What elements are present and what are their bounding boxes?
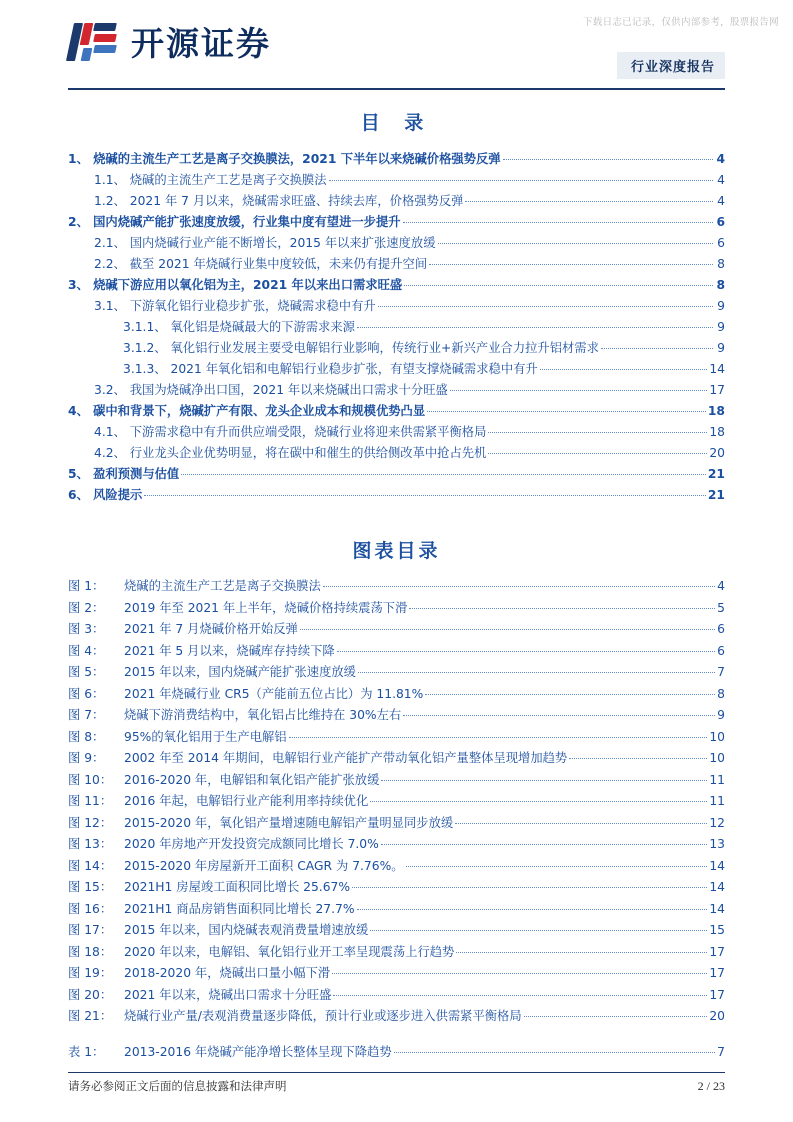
figure-leader-dots bbox=[425, 694, 715, 695]
table-entry[interactable] bbox=[68, 1042, 725, 1064]
figure-entry-page: 9 bbox=[717, 708, 725, 722]
toc-entry-page: 21 bbox=[707, 467, 725, 481]
figure-entry-page: 10 bbox=[709, 729, 725, 744]
toc-leader-dots bbox=[601, 348, 713, 349]
figure-entry[interactable] bbox=[68, 856, 725, 878]
table-entry-key: 表 1： bbox=[68, 1044, 105, 1059]
figure-entry-label: 2016-2020 年，电解铝和氧化铝产能扩张放缓 bbox=[124, 772, 380, 787]
figure-entry-label: 2020 年房地产开发投资完成额同比增长 7.0% bbox=[124, 837, 379, 851]
toc-leader-dots bbox=[488, 453, 707, 454]
table-list bbox=[68, 1042, 725, 1064]
toc-entry-page: 21 bbox=[707, 488, 725, 502]
page-number: 2 / 23 bbox=[697, 1079, 725, 1093]
figure-entry-label: 烧碱的主流生产工艺是离子交换膜法 bbox=[124, 579, 321, 593]
figure-entry-page: 5 bbox=[717, 600, 725, 615]
figure-entry-key: 图 18： bbox=[68, 944, 113, 959]
figure-leader-dots bbox=[455, 823, 707, 824]
figure-leader-dots bbox=[524, 1016, 708, 1017]
figure-entry-key: 图 11： bbox=[68, 794, 113, 808]
figure-entry-key: 图 5： bbox=[68, 665, 105, 679]
toc-entry-label: 4、 碳中和背景下，烧碱扩产有限、龙头企业成本和规模优势凸显 bbox=[68, 404, 426, 418]
figure-entry[interactable] bbox=[68, 899, 725, 921]
table-leader-dots bbox=[394, 1052, 715, 1053]
figure-entry-label: 烧碱行业产量/表观消费量逐步降低，预计行业或逐步进入供需紧平衡格局 bbox=[124, 1009, 522, 1023]
figure-entry-label: 2021 年 5 月以来，烧碱库存持续下降 bbox=[124, 643, 335, 658]
figure-entry-key: 图 14： bbox=[68, 858, 113, 873]
toc-entry-label: 3、 烧碱下游应用以氧化铝为主，2021 年以来出口需求旺盛 bbox=[68, 278, 403, 292]
figure-leader-dots bbox=[337, 651, 715, 652]
figure-entry-key: 图 19： bbox=[68, 966, 113, 980]
toc-entry[interactable] bbox=[68, 443, 725, 464]
toc-entry[interactable] bbox=[68, 170, 725, 191]
toc-entry-label: 3.1、 下游氧化铝行业稳步扩张，烧碱需求稳中有升 bbox=[94, 299, 376, 313]
figure-leader-dots bbox=[406, 866, 708, 867]
figure-leader-dots bbox=[300, 629, 715, 630]
figure-entry[interactable] bbox=[68, 877, 725, 899]
figure-entry[interactable] bbox=[68, 619, 725, 641]
figure-leader-dots bbox=[323, 586, 715, 587]
toc-entry-page: 8 bbox=[716, 278, 725, 292]
figure-leader-dots bbox=[358, 672, 715, 673]
figure-entry-label: 2020 年以来，电解铝、氧化铝行业开工率呈现震荡上行趋势 bbox=[124, 944, 455, 959]
figure-entry-page: 20 bbox=[709, 1009, 725, 1023]
figure-entry[interactable] bbox=[68, 576, 725, 598]
page-header bbox=[68, 0, 725, 86]
toc-entry-label: 5、 盈利预测与估值 bbox=[68, 467, 180, 481]
figure-entry-key: 图 3： bbox=[68, 622, 105, 636]
toc-entry[interactable] bbox=[68, 149, 725, 170]
figure-entry[interactable] bbox=[68, 813, 725, 835]
toc-leader-dots bbox=[181, 474, 706, 475]
toc-entry-page: 20 bbox=[709, 446, 725, 460]
figure-entry-page: 14 bbox=[709, 880, 725, 894]
figure-entry-key: 图 10： bbox=[68, 772, 113, 787]
figure-entry-label: 95%的氧化铝用于生产电解铝 bbox=[124, 729, 287, 744]
toc-entry-label: 1.2、 2021 年 7 月以来，烧碱需求旺盛、持续去库，价格强势反弹 bbox=[94, 194, 464, 208]
report-type-badge: 行业深度报告 bbox=[617, 52, 725, 79]
figure-entry-label: 2018-2020 年，烧碱出口量小幅下滑 bbox=[124, 966, 331, 980]
figure-entry-key: 图 13： bbox=[68, 837, 113, 851]
toc-entry-page: 9 bbox=[717, 320, 725, 334]
figure-entry[interactable] bbox=[68, 748, 725, 770]
toc-entry-page: 9 bbox=[717, 299, 725, 313]
figure-entry-key: 图 21： bbox=[68, 1009, 113, 1023]
footer-divider bbox=[68, 1072, 725, 1073]
toc-entry[interactable] bbox=[68, 380, 725, 401]
figure-leader-dots bbox=[381, 844, 708, 845]
figure-entry[interactable] bbox=[68, 662, 725, 684]
figure-entry-page: 17 bbox=[709, 987, 725, 1002]
toc-entry-page: 18 bbox=[707, 404, 725, 418]
figure-entry-page: 4 bbox=[717, 579, 725, 593]
toc-leader-dots bbox=[540, 369, 708, 370]
toc-entry-page: 17 bbox=[709, 383, 725, 397]
figure-entry-key: 图 12： bbox=[68, 815, 113, 830]
toc-entry-page: 6 bbox=[717, 236, 725, 250]
toc-entry-label: 4.1、 下游需求稳中有升而供应端受限，烧碱行业将迎来供需紧平衡格局 bbox=[94, 425, 487, 439]
figure-entry[interactable] bbox=[68, 920, 725, 942]
figure-entry[interactable] bbox=[68, 684, 725, 706]
toc-leader-dots bbox=[503, 159, 713, 160]
figure-entry[interactable] bbox=[68, 705, 725, 727]
toc-entry[interactable] bbox=[68, 485, 725, 506]
figure-entry-page: 11 bbox=[709, 772, 725, 787]
page-footer bbox=[68, 1072, 725, 1094]
toc-entry-page: 4 bbox=[717, 194, 725, 208]
toc-entry-label: 1.1、 烧碱的主流生产工艺是离子交换膜法 bbox=[94, 173, 327, 187]
toc-entry-label: 2.1、 国内烧碱行业产能不断增长，2015 年以来扩张速度放缓 bbox=[94, 236, 436, 250]
figure-list bbox=[68, 576, 725, 1028]
toc-entry[interactable] bbox=[68, 254, 725, 275]
toc-leader-dots bbox=[357, 327, 713, 328]
figure-entry-label: 2021H1 房屋竣工面积同比增长 25.67% bbox=[124, 880, 351, 894]
toc-entry-label: 4.2、 行业龙头企业优势明显，将在碳中和催生的供给侧改革中抢占先机 bbox=[94, 446, 487, 460]
toc-leader-dots bbox=[144, 495, 706, 496]
toc-entry-label: 3.1.1、 氧化铝是烧碱最大的下游需求来源 bbox=[123, 320, 355, 334]
figure-entry-label: 2021 年 7 月烧碱价格开始反弹 bbox=[124, 622, 298, 636]
toc-entry-label: 6、 风险提示 bbox=[68, 488, 143, 502]
figure-entry-label: 2015-2020 年，氧化铝产量增速随电解铝产量明显同步放缓 bbox=[124, 815, 454, 830]
figure-entry-key: 图 2： bbox=[68, 600, 105, 615]
toc-entry-page: 4 bbox=[717, 173, 725, 187]
logo-mark-icon bbox=[68, 19, 122, 65]
toc-entry-page: 4 bbox=[716, 152, 725, 166]
toc-entry-label: 1、 烧碱的主流生产工艺是离子交换膜法，2021 下半年以来烧碱价格强势反弹 bbox=[68, 152, 501, 166]
toc-leader-dots bbox=[427, 411, 706, 412]
figure-entry-key: 图 15： bbox=[68, 880, 113, 894]
toc-entry[interactable] bbox=[68, 422, 725, 443]
figure-leader-dots bbox=[409, 608, 715, 609]
toc-entry[interactable] bbox=[68, 464, 725, 485]
brand-logo bbox=[68, 18, 271, 65]
toc-entry[interactable] bbox=[68, 275, 725, 296]
figure-entry-key: 图 6： bbox=[68, 686, 105, 701]
figure-entry-label: 2002 年至 2014 年期间，电解铝行业产能扩产带动氧化铝产量整体呈现增加趋势 bbox=[124, 751, 568, 765]
figure-leader-dots bbox=[381, 780, 707, 781]
toc-leader-dots bbox=[404, 285, 713, 286]
figure-leader-dots bbox=[357, 909, 708, 910]
figure-entry[interactable] bbox=[68, 791, 725, 813]
watermark-text: 下载日志已记录，仅供内部参考，股票报告网 bbox=[582, 17, 779, 28]
toc-leader-dots bbox=[450, 390, 708, 391]
figure-entry-label: 2015 年以来，国内烧碱表观消费量增速放缓 bbox=[124, 923, 369, 937]
toc-entry-page: 9 bbox=[717, 341, 725, 355]
figure-entry[interactable] bbox=[68, 834, 725, 856]
figure-entry[interactable] bbox=[68, 641, 725, 663]
figure-entry-page: 6 bbox=[717, 643, 725, 658]
figure-entry[interactable] bbox=[68, 1006, 725, 1028]
figure-leader-dots bbox=[370, 930, 707, 931]
figure-leader-dots bbox=[456, 952, 707, 953]
figure-entry[interactable] bbox=[68, 963, 725, 985]
figure-entry-page: 6 bbox=[717, 622, 725, 636]
figure-entry-page: 15 bbox=[709, 923, 725, 937]
figure-entry-page: 11 bbox=[709, 794, 725, 808]
figure-entry-page: 17 bbox=[709, 966, 725, 980]
figure-entry-key: 图 1： bbox=[68, 579, 105, 593]
figure-entry-page: 8 bbox=[717, 686, 725, 701]
toc-entry-label: 2、 国内烧碱产能扩张速度放缓，行业集中度有望进一步提升 bbox=[68, 215, 401, 229]
figure-leader-dots bbox=[289, 737, 708, 738]
figure-entry-label: 2021 年以来，烧碱出口需求十分旺盛 bbox=[124, 987, 332, 1002]
toc-leader-dots bbox=[488, 432, 707, 433]
toc-entry-page: 18 bbox=[709, 425, 725, 439]
toc-entry[interactable] bbox=[68, 338, 725, 359]
figure-entry-label: 2016 年起，电解铝行业产能利用率持续优化 bbox=[124, 794, 369, 808]
toc-entry[interactable] bbox=[68, 359, 725, 380]
figure-entry-key: 图 20： bbox=[68, 987, 113, 1002]
toc-leader-dots bbox=[378, 306, 713, 307]
figure-entry-key: 图 7： bbox=[68, 708, 105, 722]
figure-leader-dots bbox=[569, 758, 707, 759]
toc-entry-label: 3.1.3、 2021 年氧化铝和电解铝行业稳步扩张，有望支撑烧碱需求稳中有升 bbox=[123, 362, 538, 376]
toc-list bbox=[68, 149, 725, 506]
figure-entry-page: 13 bbox=[709, 837, 725, 851]
figure-entry-page: 14 bbox=[709, 858, 725, 873]
figure-entry-label: 2021H1 商品房销售面积同比增长 27.7% bbox=[124, 901, 355, 916]
figure-entry[interactable] bbox=[68, 727, 725, 749]
figure-leader-dots bbox=[332, 973, 707, 974]
toc-entry-label: 3.2、 我国为烧碱净出口国，2021 年以来烧碱出口需求十分旺盛 bbox=[94, 383, 448, 397]
figure-entry-key: 图 17： bbox=[68, 923, 113, 937]
figure-entry-label: 2019 年至 2021 年上半年，烧碱价格持续震荡下滑 bbox=[124, 600, 408, 615]
toc-entry[interactable] bbox=[68, 296, 725, 317]
figure-leader-dots bbox=[403, 715, 715, 716]
header-divider bbox=[68, 88, 725, 90]
toc-heading: 目 录 bbox=[360, 112, 433, 134]
toc-entry-label: 3.1.2、 氧化铝行业发展主要受电解铝行业影响，传统行业+新兴产业合力拉升铝材需求 bbox=[123, 341, 599, 355]
toc-entry-page: 6 bbox=[716, 215, 725, 229]
toc-leader-dots bbox=[438, 243, 714, 244]
figure-entry[interactable] bbox=[68, 770, 725, 792]
toc-entry-page: 14 bbox=[709, 362, 725, 376]
toc-leader-dots bbox=[329, 180, 713, 181]
figure-entry-page: 10 bbox=[709, 751, 725, 765]
figure-entry-label: 2021 年烧碱行业 CR5（产能前五位占比）为 11.81% bbox=[124, 686, 424, 701]
figure-entry-page: 14 bbox=[709, 901, 725, 916]
toc-entry[interactable] bbox=[68, 317, 725, 338]
figure-leader-dots bbox=[333, 995, 707, 996]
footer-disclaimer: 请务必参阅正文后面的信息披露和法律声明 bbox=[68, 1079, 287, 1093]
toc-entry[interactable] bbox=[68, 401, 725, 422]
toc-entry[interactable] bbox=[68, 233, 725, 254]
toc-leader-dots bbox=[465, 201, 713, 202]
figure-entry-label: 烧碱下游消费结构中，氧化铝占比维持在 30%左右 bbox=[124, 708, 402, 722]
figure-entry-page: 12 bbox=[709, 815, 725, 830]
figure-entry-label: 2015-2020 年房屋新开工面积 CAGR 为 7.76%。 bbox=[124, 858, 404, 873]
toc-entry[interactable] bbox=[68, 191, 725, 212]
figure-entry-page: 17 bbox=[709, 944, 725, 959]
table-entry-page: 7 bbox=[717, 1044, 725, 1059]
toc-leader-dots bbox=[429, 264, 713, 265]
figure-entry-key: 图 8： bbox=[68, 729, 105, 744]
figure-leader-dots bbox=[352, 887, 707, 888]
toc-leader-dots bbox=[403, 222, 713, 223]
toc-entry-label: 2.2、 截至 2021 年烧碱行业集中度较低，未来仍有提升空间 bbox=[94, 257, 428, 271]
figure-entry-key: 图 4： bbox=[68, 643, 105, 658]
figure-list-heading: 图表目录 bbox=[352, 540, 441, 562]
table-entry-label: 2013-2016 年烧碱产能净增长整体呈现下降趋势 bbox=[124, 1044, 392, 1059]
figure-entry[interactable] bbox=[68, 942, 725, 964]
figure-leader-dots bbox=[370, 801, 707, 802]
toc-entry-page: 8 bbox=[717, 257, 725, 271]
toc-entry[interactable] bbox=[68, 212, 725, 233]
figure-entry-page: 7 bbox=[717, 665, 725, 679]
figure-entry-label: 2015 年以来，国内烧碱产能扩张速度放缓 bbox=[124, 665, 356, 679]
figure-entry-key: 图 9： bbox=[68, 751, 105, 765]
figure-entry[interactable] bbox=[68, 598, 725, 620]
figure-entry[interactable] bbox=[68, 985, 725, 1007]
figure-entry-key: 图 16： bbox=[68, 901, 113, 916]
brand-name: 开源证券 bbox=[131, 24, 271, 63]
